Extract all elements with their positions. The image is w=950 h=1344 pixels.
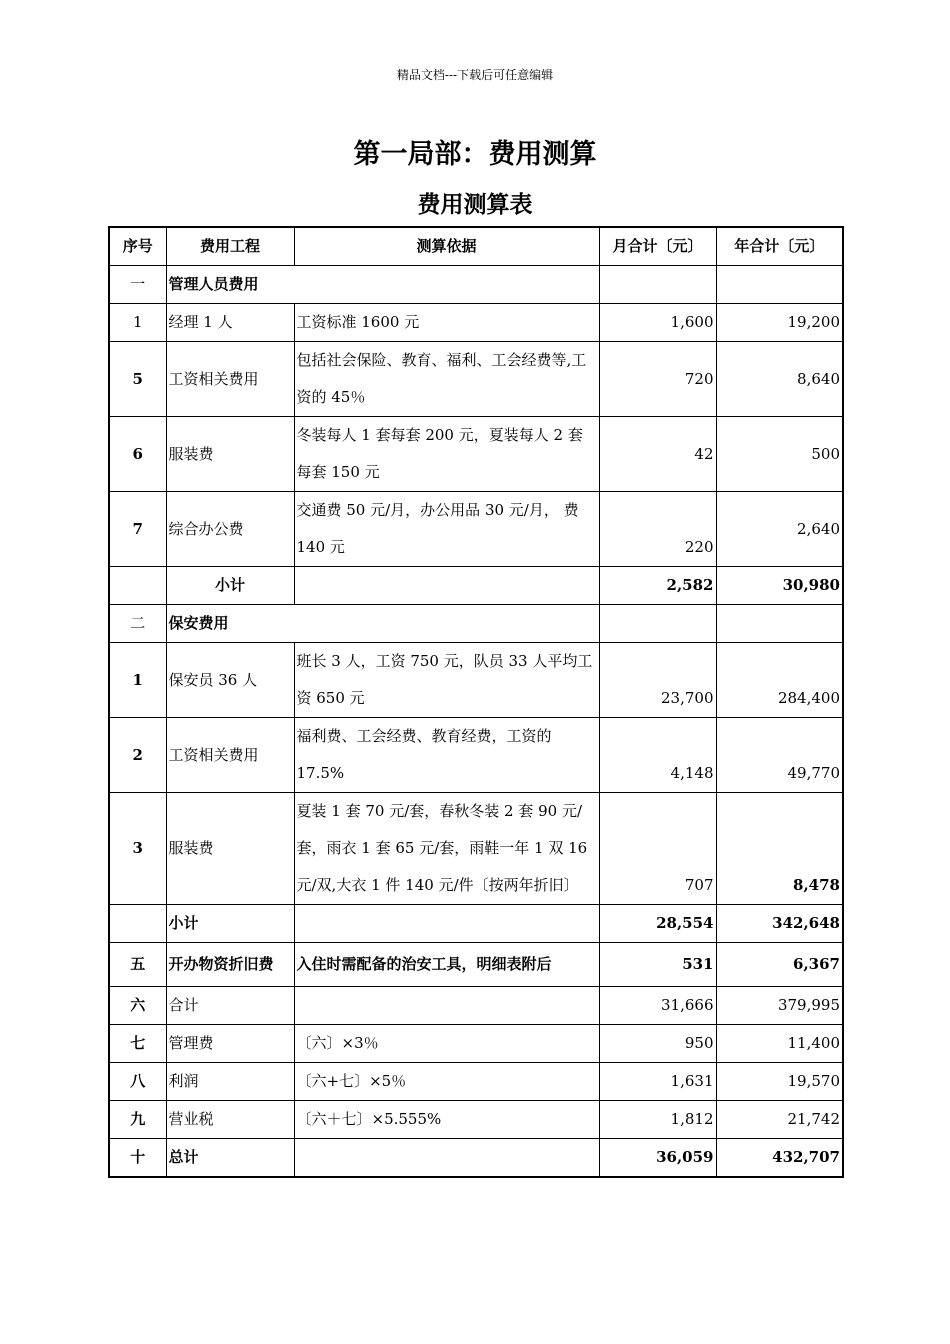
row-seq: 2 [109, 718, 166, 793]
row-item: 服装费 [166, 793, 294, 905]
section-row [109, 266, 843, 304]
table-row [109, 793, 843, 905]
row-seq: 3 [109, 793, 166, 905]
row-seq: 十 [109, 1139, 166, 1178]
row-seq: 7 [109, 492, 166, 567]
header-note: 精品文档---下载后可任意编辑 [396, 68, 554, 82]
section-row [109, 605, 843, 643]
row-yearly: 8,478 [716, 793, 843, 905]
header-basis: 测算依据 [294, 227, 599, 266]
table-row [109, 1025, 843, 1063]
row-item: 保安员 36 人 [166, 643, 294, 718]
row-seq: 6 [109, 417, 166, 492]
row-monthly: 31,666 [599, 987, 716, 1025]
row-monthly: 4,148 [599, 718, 716, 793]
total-row [109, 1139, 843, 1178]
header-item: 费用工程 [166, 227, 294, 266]
subtotal-monthly: 28,554 [599, 905, 716, 943]
row-monthly: 23,700 [599, 643, 716, 718]
row-yearly: 2,640 [716, 492, 843, 567]
row-basis: 包括社会保险、教育、福利、工会经费等,工资的 45％ [294, 342, 599, 417]
table-header-row [109, 227, 843, 266]
section-seq: 一 [109, 266, 166, 304]
subtotal-label: 小计 [166, 567, 294, 605]
row-item: 合计 [166, 987, 294, 1025]
row-monthly: 1,812 [599, 1101, 716, 1139]
row-seq: 5 [109, 342, 166, 417]
row-monthly: 1,631 [599, 1063, 716, 1101]
section-seq: 二 [109, 605, 166, 643]
table-row [109, 1101, 843, 1139]
row-item: 综合办公费 [166, 492, 294, 567]
row-basis: 交通费 50 元/月，办公用品 30 元/月， 费 140 元 [294, 492, 599, 567]
row-basis [294, 1139, 599, 1178]
empty-cell [294, 905, 599, 943]
row-monthly: 36,059 [599, 1139, 716, 1178]
row-seq: 八 [109, 1063, 166, 1101]
row-yearly: 432,707 [716, 1139, 843, 1178]
empty-cell [599, 266, 716, 304]
main-title: 第一局部：费用测算 [353, 139, 597, 170]
row-item: 总计 [166, 1139, 294, 1178]
row-seq: 七 [109, 1025, 166, 1063]
header-yearly: 年合计〔元〕 [716, 227, 843, 266]
table-row [109, 304, 843, 342]
table-row [109, 342, 843, 417]
subtotal-row [109, 905, 843, 943]
row-monthly: 220 [599, 492, 716, 567]
row-item: 服装费 [166, 417, 294, 492]
row-monthly: 950 [599, 1025, 716, 1063]
row-item: 工资相关费用 [166, 342, 294, 417]
row-basis: 〔六＋七〕×5.555% [294, 1101, 599, 1139]
empty-cell [109, 567, 166, 605]
row-monthly: 720 [599, 342, 716, 417]
row-item: 工资相关费用 [166, 718, 294, 793]
empty-cell [716, 605, 843, 643]
row-yearly: 11,400 [716, 1025, 843, 1063]
row-yearly: 21,742 [716, 1101, 843, 1139]
row-yearly: 19,570 [716, 1063, 843, 1101]
header-monthly: 月合计〔元〕 [599, 227, 716, 266]
row-monthly: 707 [599, 793, 716, 905]
row-seq: 1 [109, 643, 166, 718]
table-title: 费用测算表 [417, 191, 533, 218]
row-monthly: 1,600 [599, 304, 716, 342]
row-yearly: 6,367 [716, 943, 843, 987]
row-yearly: 500 [716, 417, 843, 492]
row-basis: 班长 3 人，工资 750 元，队员 33 人平均工资 650 元 [294, 643, 599, 718]
row-basis: 冬装每人 1 套每套 200 元，夏装每人 2 套每套 150 元 [294, 417, 599, 492]
row-seq: 九 [109, 1101, 166, 1139]
table-row [109, 943, 843, 987]
empty-cell [294, 567, 599, 605]
row-item: 利润 [166, 1063, 294, 1101]
empty-cell [109, 905, 166, 943]
row-basis: 福利费、工会经费、教育经费，工资的 17.5% [294, 718, 599, 793]
row-yearly: 49,770 [716, 718, 843, 793]
row-basis: 工资标准 1600 元 [294, 304, 599, 342]
table-row [109, 718, 843, 793]
row-monthly: 531 [599, 943, 716, 987]
table-row [109, 643, 843, 718]
subtotal-row [109, 567, 843, 605]
row-seq: 1 [109, 304, 166, 342]
row-yearly: 379,995 [716, 987, 843, 1025]
table-row [109, 1063, 843, 1101]
row-basis: 〔六〕×3％ [294, 1025, 599, 1063]
subtotal-yearly: 30,980 [716, 567, 843, 605]
subtotal-monthly: 2,582 [599, 567, 716, 605]
row-basis: 〔六+七〕×5％ [294, 1063, 599, 1101]
row-seq: 六 [109, 987, 166, 1025]
row-basis: 夏装 1 套 70 元/套，春秋冬装 2 套 90 元/套，雨衣 1 套 65 元/套，雨鞋一年 1 双 16 元/双,大衣 1 件 140 元/件〔按两年折旧〕 [294, 793, 599, 905]
row-item: 经理 1 人 [166, 304, 294, 342]
section-name: 管理人员费用 [166, 266, 599, 304]
row-item: 营业税 [166, 1101, 294, 1139]
row-item: 管理费 [166, 1025, 294, 1063]
row-seq: 五 [109, 943, 166, 987]
row-item: 开办物资折旧费 [166, 943, 294, 987]
row-basis [294, 987, 599, 1025]
row-yearly: 8,640 [716, 342, 843, 417]
empty-cell [599, 605, 716, 643]
row-yearly: 284,400 [716, 643, 843, 718]
row-yearly: 19,200 [716, 304, 843, 342]
row-basis: 入住时需配备的治安工具，明细表附后 [294, 943, 599, 987]
table-row [109, 987, 843, 1025]
table-row [109, 492, 843, 567]
table-row [109, 417, 843, 492]
empty-cell [716, 266, 843, 304]
subtotal-yearly: 342,648 [716, 905, 843, 943]
row-monthly: 42 [599, 417, 716, 492]
cost-estimate-table [108, 226, 844, 1178]
header-seq: 序号 [109, 227, 166, 266]
subtotal-label: 小计 [166, 905, 294, 943]
section-name: 保安费用 [166, 605, 599, 643]
